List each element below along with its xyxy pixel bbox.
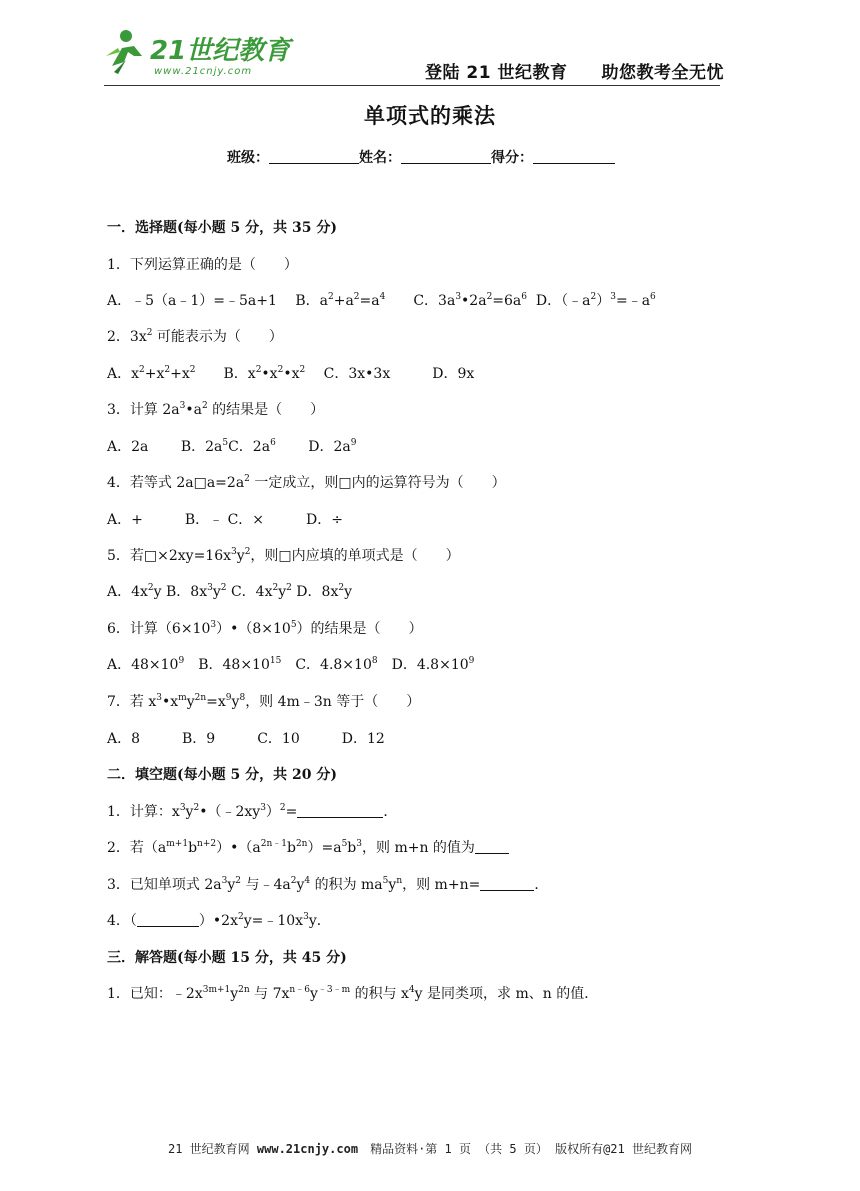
question-7: 7．若 $x^3•x^my^{2n}=x^9y^8$，则 4m﹣3n 等于（ ） [107, 693, 421, 710]
footer-left: 21 世纪教育网 [168, 1142, 257, 1156]
page-footer [0, 1140, 860, 1157]
header-slogan [425, 58, 724, 83]
question-5-options: A．$4x^2y$ B．$8x^3y^2$ C．$4x^2y^2$ D．$8x^2y$ [107, 583, 352, 600]
section-heading-choice: 一．选择题(每小题 5 分，共 35 分) [107, 220, 337, 236]
answer-blank[interactable] [137, 914, 199, 927]
question-3: 3．计算 $2a^3•a^2$ 的结果是（ ） [107, 401, 325, 418]
score-label: 得分： [491, 150, 533, 166]
page-title: 单项式的乘法 [364, 104, 496, 128]
logo [104, 26, 304, 80]
footer-url[interactable]: www.21cnjy.com [256, 1142, 359, 1156]
class-blank[interactable] [269, 149, 359, 164]
answer-blank[interactable] [475, 841, 509, 854]
footer-right: 精品资料·第 1 页 （共 5 页） 版权所有@21 世纪教育网 [358, 1142, 692, 1156]
section-heading-solve: 三．解答题(每小题 15 分，共 45 分) [107, 950, 347, 966]
question-3-options: A．2a B．$2a^5C$．$2a^6$ D．$2a^9$ [107, 438, 357, 455]
question-5: 5．若$□\times 2xy=16x^3y^2$，则□内应填的单项式是（ ） [107, 547, 460, 564]
fill-question-1: 1．计算：$x^3y^2•(﹣2xy^3)^2=$ ． [107, 803, 398, 820]
answer-blank[interactable] [480, 878, 534, 891]
question-6-options: A．$48\times 10^9$ B．$48\times 10^{15}$ C．$4.8\times 10^8$ D．$4.8\times 10^9$ [107, 656, 475, 673]
slogan-right: 助您教考全无忧 [601, 63, 724, 83]
solve-question-1: 1．已知：$﹣2x^{3m+1}y^{2n}$ 与 $7x^{n﹣6}y^{﹣3﹣m}$ 的积与 $x^4y$ 是同类项，求 m、n 的值． [107, 985, 599, 1002]
svg-text:21世纪教育: 21世纪教育 [150, 36, 291, 66]
student-info-line [227, 147, 615, 167]
name-blank[interactable] [401, 149, 491, 164]
question-2-options: A．$x^2+x^2+x^2$ B．$x^2•x^2•x^2$ C．3x•3x D．9x [107, 365, 475, 382]
question-2: 2．$3x^2$ 可能表示为（ ） [107, 328, 283, 345]
slogan-left: 登陆 21 世纪教育 [425, 63, 568, 83]
fill-question-4: 4．（ ）$•2x^2y=﹣10x^3y$． [107, 912, 331, 929]
question-1: 1．下列运算正确的是（ ） [107, 257, 298, 273]
section-heading-fill: 二．填空题(每小题 5 分，共 20 分) [107, 767, 337, 783]
question-7-options: A．8 B．9 C．10 D．12 [107, 731, 385, 747]
question-1-options: A．﹣5（a﹣1）=﹣5a+1 B．$a^2+a^2=a^4$ C．$3a^3•2a^2=6a^6$ D．$(﹣a^2)^3=﹣a^6$ [107, 292, 656, 309]
score-blank[interactable] [533, 149, 615, 164]
name-label: 姓名： [359, 150, 401, 166]
svg-text:www.21cnjy.com: www.21cnjy.com [154, 66, 253, 77]
class-label: 班级： [227, 150, 269, 166]
question-6: 6．计算$(6\times 10^3)•(8\times 10^5)$的结果是（ ） [107, 620, 423, 637]
question-4-options: A．+ B．﹣ C．× D．÷ [107, 512, 343, 528]
fill-question-2: 2．若$(a^{m+1}b^{n+2})•(a^{2n﹣1}b^{2n})=a^5b^3$，则 m+n 的值为 [107, 839, 509, 857]
fill-question-3: 3．已知单项式 $2a^3y^2$ 与$﹣4a^2y^4$ 的积为 $ma^5y^n$，则 m+n= ． [107, 876, 549, 893]
question-4: 4．若等式 $2a□a=2a^2$ 一定成立，则□内的运算符号为（ ） [107, 474, 506, 491]
answer-blank[interactable] [297, 805, 383, 818]
header-divider [104, 85, 720, 86]
